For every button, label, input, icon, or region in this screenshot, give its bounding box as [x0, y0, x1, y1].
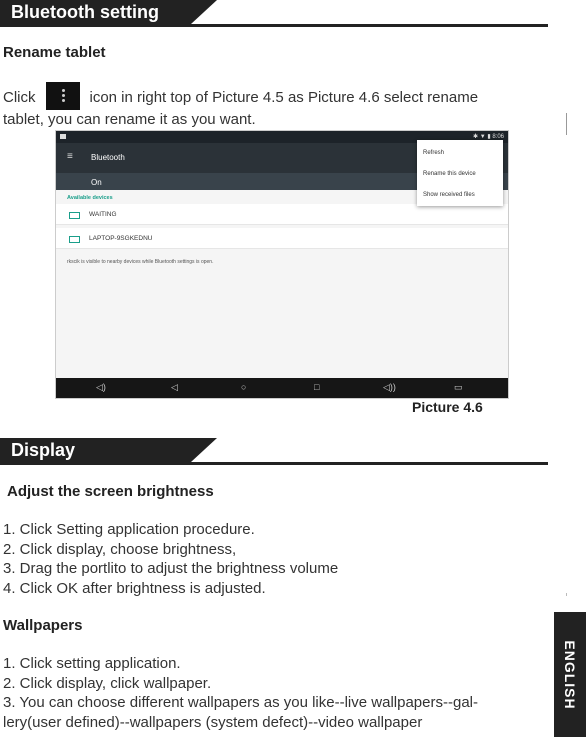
step: 3. Drag the portlito to adjust the brightness volume [3, 560, 339, 577]
wallpaper-steps [3, 654, 478, 732]
language-label: ENGLISH [562, 639, 578, 710]
section-header-display [0, 438, 548, 465]
laptop-icon [69, 236, 80, 243]
section-header-bluetooth [0, 0, 548, 27]
device-name: LAPTOP-9SGKEDNU [89, 235, 153, 242]
volume-up-icon[interactable]: ◁)) [383, 382, 396, 392]
section-title: Bluetooth setting [0, 0, 191, 24]
laptop-icon [69, 212, 80, 219]
step: 1. Click setting application. [3, 655, 181, 672]
overflow-menu [417, 140, 503, 206]
step: 3. You can choose different wallpapers as you like--live wallpapers--gal- [3, 694, 478, 711]
device-item[interactable] [56, 228, 508, 249]
device-item[interactable] [56, 204, 508, 225]
step: lery(user defined)--wallpapers (system defect)--video wallpaper [3, 713, 423, 731]
nav-bar [56, 378, 508, 398]
page-edge-mark [566, 113, 567, 135]
menu-item-rename[interactable]: Rename this device [423, 171, 476, 177]
divider [56, 248, 508, 249]
brightness-heading: Adjust the screen brightness [7, 483, 214, 500]
visibility-note: rkscik is visible to nearby devices while Bluetooth settings is open. [67, 259, 214, 265]
step: 2. Click display, click wallpaper. [3, 674, 212, 692]
divider [56, 224, 508, 225]
language-tab [554, 612, 586, 737]
three-dot-menu-icon [46, 82, 80, 110]
divider [0, 462, 548, 465]
section-title: Display [0, 438, 191, 462]
step: 2. Click display, choose brightness, [3, 540, 237, 558]
step: 4. Click OK after brightness is adjusted. [3, 579, 266, 597]
brightness-steps [3, 520, 338, 598]
notification-icon [60, 134, 66, 139]
home-icon[interactable]: ○ [241, 382, 247, 392]
battery-icon: ▮ [487, 134, 491, 140]
page-edge-mark [566, 593, 567, 596]
status-icons [473, 133, 504, 140]
wallpapers-heading: Wallpapers [3, 617, 83, 634]
rename-paragraph [3, 82, 523, 130]
screenshot-icon[interactable]: ▭ [454, 382, 463, 392]
picture-caption: Picture 4.6 [412, 399, 483, 415]
device-name: WAITING [89, 211, 117, 218]
volume-down-icon[interactable]: ◁) [96, 382, 106, 392]
app-title: Bluetooth [91, 153, 125, 162]
bluetooth-screenshot [55, 130, 509, 399]
recents-icon[interactable]: □ [314, 382, 320, 392]
rename-text-line2: tablet, you can rename it as you want. [3, 111, 256, 128]
step: 1. Click Setting application procedure. [3, 521, 255, 538]
toggle-state: On [91, 178, 102, 187]
rename-text-rest: icon in right top of Picture 4.5 as Picture 4.6 select rename [89, 89, 479, 106]
wifi-icon: ▼ [479, 134, 486, 140]
rename-heading: Rename tablet [3, 44, 106, 61]
status-time: 8:06 [492, 134, 504, 140]
rename-text-start: Click [3, 89, 36, 106]
bluetooth-icon: ✱ [473, 134, 479, 140]
available-devices-label: Available devices [67, 195, 113, 201]
back-icon[interactable]: ◁ [171, 382, 178, 392]
menu-item-refresh[interactable]: Refresh [423, 150, 445, 156]
hamburger-menu-icon[interactable]: ≡ [67, 151, 73, 162]
divider [0, 24, 548, 27]
menu-item-received-files[interactable]: Show received files [423, 192, 475, 198]
